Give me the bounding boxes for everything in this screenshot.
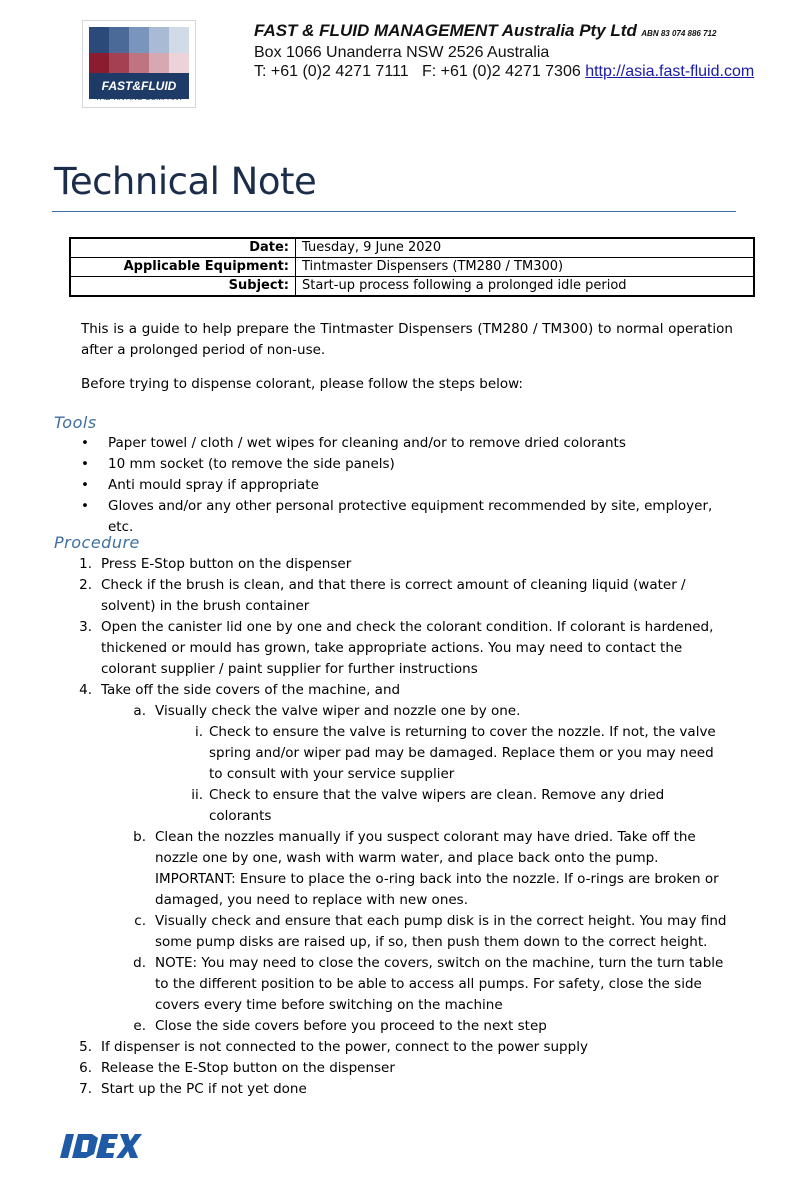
list-item	[128, 911, 730, 953]
list-item-text: Anti mould spray if appropriate	[108, 477, 319, 493]
step-letter: a.	[133, 703, 146, 719]
list-item-text: 10 mm socket (to remove the side panels)	[108, 456, 395, 472]
company-logo	[82, 20, 196, 108]
company-info	[254, 21, 794, 81]
list-item	[74, 575, 730, 617]
idex-logo	[58, 1132, 142, 1160]
step-text: Start up the PC if not yet done	[101, 1081, 307, 1097]
list-item	[74, 1079, 730, 1100]
list-item	[74, 617, 730, 680]
step-text: Check to ensure the valve is returning to cover the nozzle. If not, the valve spring and/or wiper pad may be damaged. Replace them or you may need to consult with your service supplier	[209, 724, 716, 782]
step-text: Visually check the valve wiper and nozzle one by one.	[155, 703, 521, 719]
info-key: Date:	[70, 238, 296, 258]
step-letter: d.	[133, 955, 146, 971]
procedure-list	[74, 554, 730, 1100]
info-key: Subject:	[70, 277, 296, 297]
step-letter: e.	[133, 1018, 146, 1034]
list-item-text: Paper towel / cloth / wet wipes for cleaning and/or to remove dried colorants	[108, 435, 626, 451]
company-address: Box 1066 Unanderra NSW 2526 Australia	[254, 44, 550, 61]
tools-heading: Tools	[54, 413, 97, 432]
list-item	[182, 722, 730, 785]
list-item	[81, 496, 741, 538]
instruction-paragraph: Before trying to dispense colorant, please follow the steps below:	[81, 376, 523, 392]
table-row	[70, 258, 754, 277]
list-item	[128, 827, 730, 911]
info-table	[69, 237, 755, 297]
step-number: 1.	[79, 556, 92, 572]
step-text: Open the canister lid one by one and check the colorant condition. If colorant is hardened, thickened or mould has grown, take appropriate actions. You may need to contact the colorant supplier / paint supplier for further instructions	[101, 619, 714, 677]
step-number: 2.	[79, 577, 92, 593]
step-text: Clean the nozzles manually if you suspect colorant may have dried. Take off the nozzle one by one, wash with warm water, and place back onto the pump. IMPORTANT: Ensure to place the o-ring back into the nozzle. If o-rings are broken or damaged, you need to replace with new ones.	[155, 829, 719, 908]
bullet-marker: •	[81, 456, 89, 472]
bullet-marker: •	[81, 435, 89, 451]
info-value: Tintmaster Dispensers (TM280 / TM300)	[296, 258, 755, 277]
step-letter: c.	[134, 913, 146, 929]
info-key: Applicable Equipment:	[70, 258, 296, 277]
page-title: Technical Note	[54, 160, 317, 203]
step-text: Take off the side covers of the machine, and	[101, 682, 401, 698]
logo-brand: FAST&FLUID	[89, 73, 189, 99]
step-text: Press E-Stop button on the dispenser	[101, 556, 352, 572]
info-value: Tuesday, 9 June 2020	[296, 238, 755, 258]
company-website-link[interactable]: http://asia.fast-fluid.com	[585, 63, 755, 80]
list-item	[128, 953, 730, 1016]
step-text: Check if the brush is clean, and that there is correct amount of cleaning liquid (water / solvent) in the brush container	[101, 577, 686, 614]
list-item	[74, 1037, 730, 1058]
list-item	[128, 1016, 730, 1037]
step-number: 4.	[79, 682, 92, 698]
bullet-marker: •	[81, 477, 89, 493]
sub-sub-list	[128, 722, 730, 827]
bullet-marker: •	[81, 498, 89, 514]
list-item	[81, 454, 741, 475]
logo-color-grid	[89, 27, 189, 79]
info-value: Start-up process following a prolonged idle period	[296, 277, 755, 297]
tools-list	[81, 433, 741, 538]
idex-logo-shape	[60, 1134, 142, 1158]
table-row	[70, 277, 754, 297]
list-item	[74, 1058, 730, 1079]
list-item-text: Gloves and/or any other personal protective equipment recommended by site, employer, etc.	[108, 498, 713, 535]
step-text: Close the side covers before you proceed to the next step	[155, 1018, 547, 1034]
company-contact: T: +61 (0)2 4271 7111 F: +61 (0)2 4271 7306	[254, 63, 581, 80]
step-number: 7.	[79, 1081, 92, 1097]
step-text: NOTE: You may need to close the covers, switch on the machine, turn the turn table to the different position to be able to access all pumps. For safety, close the side covers every time before switching on the machine	[155, 955, 724, 1013]
company-abn: ABN 83 074 886 712	[641, 29, 717, 38]
intro-paragraph: This is a guide to help prepare the Tintmaster Dispensers (TM280 / TM300) to normal operation after a prolonged period of non-use.	[81, 321, 733, 358]
step-number: 5.	[79, 1039, 92, 1055]
step-number: 3.	[79, 619, 92, 635]
step-text: Release the E-Stop button on the dispenser	[101, 1060, 395, 1076]
step-letter: b.	[133, 829, 146, 845]
step-number: 6.	[79, 1060, 92, 1076]
company-name: FAST & FLUID MANAGEMENT Australia Pty Ltd	[254, 21, 637, 40]
list-item	[128, 701, 730, 722]
list-item	[182, 785, 730, 827]
list-item	[81, 433, 741, 454]
step-roman: ii.	[191, 787, 203, 803]
list-item	[74, 554, 730, 575]
step-text: Check to ensure that the valve wipers are clean. Remove any dried colorants	[209, 787, 665, 824]
table-row	[70, 238, 754, 258]
step-text: If dispenser is not connected to the power, connect to the power supply	[101, 1039, 588, 1055]
logo-tagline: THE TINTING COMPANY	[94, 93, 184, 102]
list-item	[81, 475, 741, 496]
list-item	[74, 680, 730, 701]
procedure-heading: Procedure	[54, 533, 140, 552]
step-roman: i.	[194, 724, 203, 740]
sub-list	[74, 701, 730, 1037]
title-divider	[52, 211, 736, 212]
step-text: Visually check and ensure that each pump disk is in the correct height. You may find some pump disks are raised up, if so, then push them down to the correct height.	[155, 913, 727, 950]
